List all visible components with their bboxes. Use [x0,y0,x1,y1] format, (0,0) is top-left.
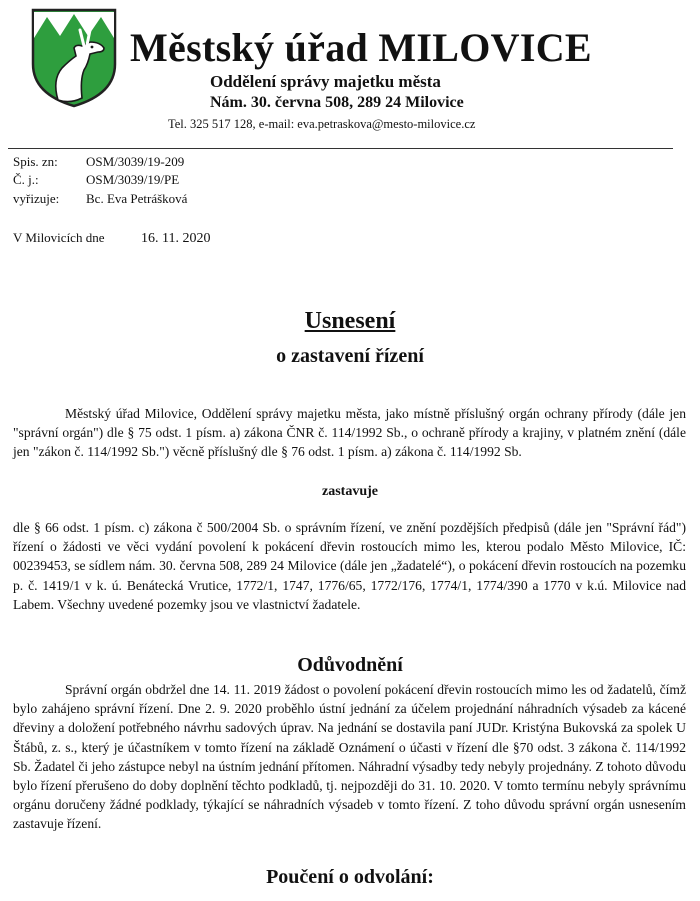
date-value: 16. 11. 2020 [141,231,211,246]
spis-zn-value: OSM/3039/19-209 [86,154,185,169]
vyrizuje-value: Bc. Eva Petrášková [86,191,188,206]
date-label: V Milovicích dne [13,230,105,245]
reference-vyrizuje [13,191,187,207]
cj-label: Č. j.: [13,172,39,187]
intro-paragraph: Městský úřad Milovice, Oddělení správy majetku města, jako místně příslušný orgán ochrany přírody (dále jen "správní orgán") dle § 75 odst. 1 písm. a) zákona ČNR č. 114/1992 Sb., o ochraně přírody a krajiny, v platném znění (dále jen "zákon č. 114/1992 Sb.") věcně příslušný dle § 76 odst. 1 písm. a) zákona č. 114/1992 Sb. [13,406,686,460]
town-emblem-logo [30,8,118,108]
office-address: Nám. 30. června 508, 289 24 Milovice [210,94,464,111]
reasoning-heading: Odůvodnění [297,654,403,676]
reference-cj [13,172,179,188]
document-subtitle: o zastavení řízení [276,345,424,367]
decision-paragraph: dle § 66 odst. 1 písm. c) zákona č 500/2004 Sb. o správním řízení, ve znění pozdějších předpisů (dále jen "Správní řád") řízení o žádosti ve věci vydání povolení k pokácení dřevin rostoucích mimo les, kterou podalo Město Milovice, IČ: 00239453, se sídlem nám. 30. června 508, 289 24 Milovice (dále jen „žadatelé“), o pokácení dřevin rostoucích na pozemku p. č. 1419/1 v k. ú. Benátecká Vrutice, 1772/1, 1747, 1776/65, 1772/176, 1774/1, 1774/390 a 1770 v k.ú. Milovice nad Labem. Všechny uvedené pozemky jsou ve vlastnictví žadatele. [13,520,686,612]
header-divider [8,148,673,149]
cj-value: OSM/3039/19/PE [86,172,180,187]
office-contact: Tel. 325 517 128, e-mail: eva.petraskova@mesto-milovice.cz [168,117,476,131]
reasoning-paragraph: Správní orgán obdržel dne 14. 11. 2019 žádost o povolení pokácení dřevin rostoucích mimo les od žadatelů, čímž bylo zahájeno správní řízení. Dne 2. 9. 2020 proběhlo ústní jednání za účelem projednání náhradních výsadeb za kácené dřeviny a doložení potřebného návrhu sadových úprav. Na jednání se dostavila paní JUDr. Kristýna Bukovská za spolek U Štábů, z. s., který je účastníkem v tomto řízení na základě Oznámení o účasti v řízení dle §70 odst. 3 zákona č. 114/1992 Sb. Žadatel či jeho zástupce nebyl na ústním jednání přítomen. Náhradní výsadby tedy nebyly projednány. Z tohoto důvodu bylo řízení přerušeno do doby doplnění těchto podkladů, tj. nejpozději do 31. 10. 2020. V tomto termínu nebyly správnímu orgánu doručeny žádné podklady, týkající se náhradních výsadeb v tomto řízení. Z toho důvodu správní orgán usnesením zastavuje řízení. [13,682,686,832]
spis-zn-label: Spis. zn: [13,154,58,169]
reference-spis-zn [13,154,184,170]
appeal-heading: Poučení o odvolání: [266,866,434,888]
department-name: Oddělení správy majetku města [210,72,441,91]
document-date [13,230,210,247]
document-title: Usnesení [304,308,396,334]
decision-word: zastavuje [322,484,378,499]
office-name: Městský úřad MILOVICE [130,25,592,70]
vyrizuje-label: vyřizuje: [13,191,60,206]
